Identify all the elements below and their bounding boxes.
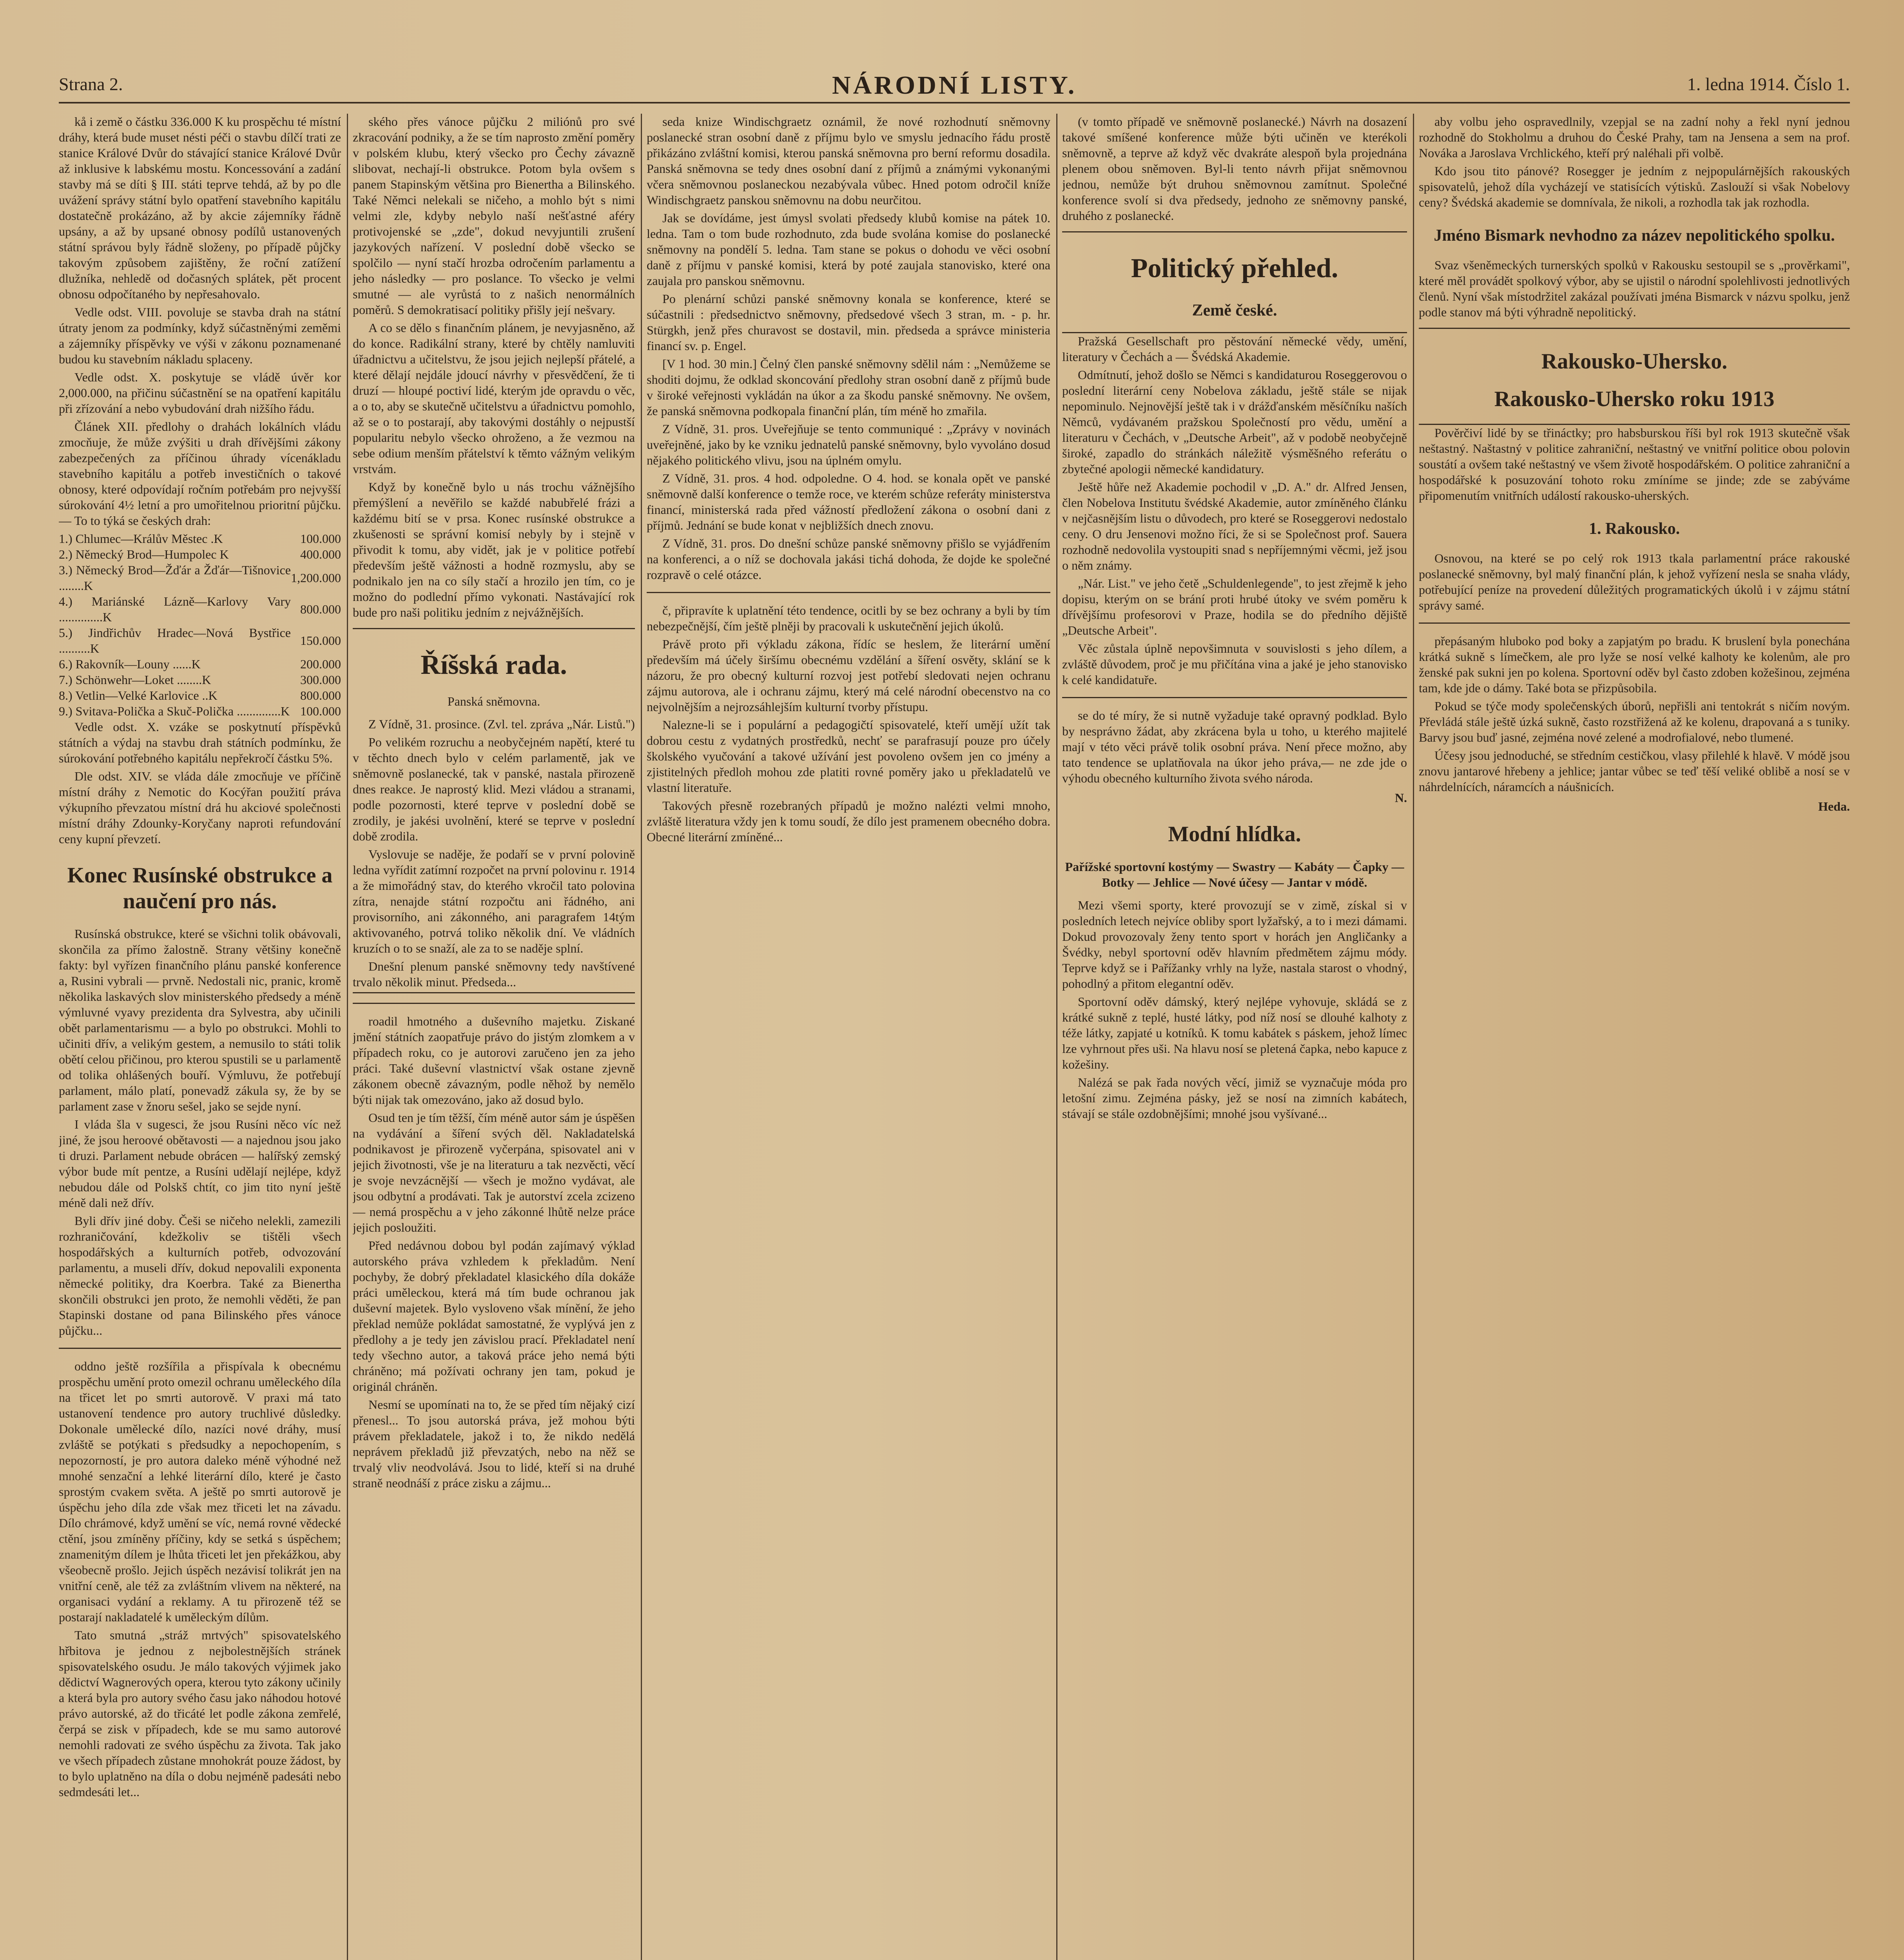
table-row: 8.) Vetlin—Velké Karlovice ..K 800.000	[59, 688, 341, 702]
paragraph: Právě proto při výkladu zákona, řídíc se heslem, že literární umění především má účely širšímu obecnému vzdělání a šíření osvěty, sklání se k názoru, že pro obecný kulturní rozvoj jest potřebí sledovati nejen ochranu zájmu autorova, ale i ochranu zájmu, který má celé národní obecenstvo na co nejvolnějším a nejrozsáhlejším kulturní tvorby přístupu.	[647, 637, 1050, 714]
paragraph: Nesmí se upomínati na to, že se před tím nějaký cizí přenesl... To jsou autorská práva, jež mohou býti právem překladatele, jakož i to, že nikdo nedělá neprávem překladů již převzatých, nebo na něž se trvalý vliv neodvolává. Jsou to lidé, kteří si na druhé straně neodnáší z práce zisku a zájmu...	[353, 1397, 635, 1490]
paragraph: roadil hmotného a duševního majetku. Ziskané jmění státních zaopatřuje právo do jistým zlomkem a v případech roku, co je autorovi zaručeno jen za jeho práci. Také duševní vlastnictví však ostane zjevně zákonem obecně závazným, podle něhož by nemělo býti nijak tak omezováno, jako až dosud bylo.	[353, 1014, 635, 1107]
paragraph: Mezi všemi sporty, které provozují se v zimě, získal si v posledních letech nejvíce obliby sport lyžařský, a to i mezi dámami. Dokud provozovaly ženy tento sport v horách jen Angličanky a Švédky, nebyl sportovní oděv hlavním předmětem zájmu módy. Teprve když se i Pařížanky vrhly na lyže, nastala starost o vhodný, pohodlný a přitom elegantní oděv.	[1062, 898, 1407, 991]
masthead: NÁRODNÍ LISTY.	[832, 71, 1077, 100]
section-subhead: Panská sněmovna.	[447, 694, 540, 708]
paragraph: I vláda šla v sugesci, že jsou Rusíni něco víc než jiné, že jsou heroové obětavosti — a najednou jsou jako ti druzi. Parlament nebude obrácen — halířský zemský výbor bude mít pentze, a Rusíni udělají nejlépe, když nebudou dále od Polskš chtít, co jim tito nyní ještě méně dali než dřív.	[59, 1117, 341, 1210]
paragraph: Článek XII. předlohy o drahách lokálních vládu zmocňuje, že může zvýšiti u drah dřívějšími zákony zabezpečených za příčinou úhrady vícenákladu stavebního kapitálu a potřeb investičních o takové obnosy, které odpovídají ročním potřebám pro nejvyšší súrokování 4½ letní a pro umořitelnou prioritní půjčku.— To to týká se českých drah:	[59, 419, 341, 528]
paragraph: Kdo jsou tito pánové? Rosegger je jedním z nejpopulárnějších rakouských spisovatelů, jehož díla vycházejí ve statisících výtisků. Zaslouží si však Nobelovy ceny? Švédská akademie se domnívala, že nikoli, a rozhodla tak jak rozhodla.	[1419, 164, 1850, 209]
divider	[1419, 622, 1850, 624]
paragraph: Vyslovuje se naděje, že podaří se v první polovině ledna vyřídit zatímní rozpočet na první polovinu r. 1914 a že mimořádný stav, do kterého vkročil tato polovina zítra, nenajde státní rozpočtu ani řádného, ani provisorního, ani zákonného, ani paragrafem 14tým aktivovaného, potrvá toliko několik dní. Ve vládních kruzích o to se snaží, ale za to se naděje splní.	[353, 847, 635, 955]
paragraph: Dnešní plenum panské sněmovny tedy navštívené trvalo několik minut. Předseda...	[353, 959, 635, 989]
paragraph: A co se dělo s finančním plánem, je nevyjasněno, až do konce. Radikální strany, které by chtěly namluviti úřadnictvu a učitelstvu, že jsou jejich nejlepší přátelé, a které dělají nejdále jdoucí návrhy v přesvědčení, že ti druzí — hloupé poctiví lidé, kterým jde opravdu o věc, a o to, aby se skutečně učitelstvu a úřadnictvu pomohlo, až se o to postarají, aby takovými dostáhly o nejpustší popularitu nebylo všecko ohroženo, a že vezmou na sebe odium menším přátelství k těmto vážným velikým vrstvám.	[353, 321, 635, 476]
paragraph: se do té míry, že si nutně vyžaduje také opravný podklad. Bylo by nesprávno žádat, aby zkrácena byla u toho, u kterého majitelé mají v této věci právě tolik osobní práva. Není přece možno, aby tato tendence se uplatňovala na úkor jeho práva,— ne zde jde o výhodu obecného kulturního života svého národa.	[1062, 708, 1407, 785]
paragraph: Pověrčiví lidé by se třináctky; pro habsburskou říši byl rok 1913 skutečně však neštastný. Naštastný v politice zahraniční, neštastný ve vnitřní politice obou polovin soustátí a ovšem také neštastný ve všem životě hospodářském. O politice zahraniční a hospodářské k posuzování tohoto roku zmíníme se jinde; zde se zabýváme připomenutím vnitřních událostí rakousko-uherských.	[1419, 426, 1850, 503]
paragraph: Osnovou, na které se po celý rok 1913 tkala parlamentní práce rakouské poslanecké sněmovny, byl malý finanční plán, k jehož vyřízení nesla se snaha vlády, potřebující peníze na provedení důležitých programatických úkolů i v zájmu státní správy samé.	[1419, 551, 1850, 612]
table-row: 2.) Německý Brod—Humpolec K 400.000	[59, 547, 341, 561]
paragraph: aby volbu jeho ospravedlnily, vzepjal se na zadní nohy a řekl nyní jednou rozhodně do Stokholmu a druhou do České Prahy, tam na Jensena a sem na prof. Nováka a Jaroslava Vrchlického, kteří prý naléhali při volbě.	[1419, 114, 1850, 160]
column-2	[353, 114, 635, 1960]
paragraph: Ještě hůře než Akademie pochodil v „D. A." dr. Alfred Jensen, člen Nobelova Institutu švédské Akademie, autor zmíněného článku v nejčasnějším listu o důvodech, pro které se Roseggerovi nedostalo ceny. O dru Jensenovi možno říci, že si se Společnost prof. Sauera rozhodně nedovolila vystoupiti snad s nepříjemnými věcmi, jež jsou o něm známy.	[1062, 480, 1407, 572]
paragraph: Z Vídně, 31. pros. 4 hod. odpoledne. O 4. hod. se konala opět ve panské sněmovně další konference o temže roce, ve kterém schůze referáty ministerstva financí, ministerská rada před vážností předložení zákona o osobní dani z příjmů. Jednání se bude konat v nejbližších dnech znovu.	[647, 471, 1050, 532]
paragraph: Odmítnutí, jehož došlo se Němci s kandidaturou Roseggerovou o poslední literární ceny Nobelova základu, ještě stále se nijak nepominulo. Nejnovější ještě tak i v drážďanském měsíčníku naších Němců, vydávaném pražskou Společností pro vědu, umění a literaturu v Čechách, v „Deutsche Arbeit", až v podobě neobyčejně široké, zapadlo do stránkách náležitě výsměšného referátu o zbytečné apologii německé kandidatury.	[1062, 368, 1407, 476]
paragraph: Vedle odst. VIII. povoluje se stavba drah na státní útraty jenom za podmínky, když súčastněnými zeměmi a zájemníky příspěvky ve výši v zákonu poznamenané budou ku stavebním nákladu splaceny.	[59, 305, 341, 366]
paragraph: Účesy jsou jednoduché, se středním cestičkou, vlasy přilehlé k hlavě. V módě jsou znovu jantarové hřebeny a jehlice; jantar vůbec se teď těší veliké oblibě a nosí se v náhrdelnících, náramcích a náušnicích.	[1419, 748, 1850, 794]
section-subhead: Země české.	[1192, 301, 1277, 319]
paragraph: Vedle odst. X. poskytuje se vládě úvěr kor 2,000.000, na přičinu súčastnění se na opatření kapitálu při zřízování a nebo vybudování drah nižšího řádu.	[59, 370, 341, 416]
divider	[1062, 697, 1407, 698]
column-1	[59, 114, 341, 1960]
divider	[59, 1348, 341, 1349]
column-rule	[641, 114, 642, 1960]
author-signature: N.	[1394, 791, 1407, 805]
page-number: Strana 2.	[59, 74, 123, 94]
column-rule	[1056, 114, 1057, 1960]
divider	[353, 1003, 635, 1004]
paragraph: Po plenární schůzi panské sněmovny konala se konference, které se súčastnili : předsednictvo sněmovny, předsedové všech 3 stran, m. - p. hr. Stürgkh, jenž přes churavost se dostavil, min. předseda a správce ministeria financí sv. p. Engel.	[647, 292, 1050, 353]
paragraph: Sportovní oděv dámský, který nejlépe vyhovuje, skládá se z krátké sukně z teplé, husté látky, pod níž nosí se dlouhé kalhoty z téže látky, zapjaté u kotníků. K tomu kabátek s páskem, jehož límec lze vyhrnout přes uši. Na hlavu nosí se pletená čapka, nebo kapuce z kožešiny.	[1062, 995, 1407, 1071]
paragraph: Takových přesně rozebraných případů je možno nalézti velmi mnoho, zvláště literatura vždy jen k tomu soudí, že dílo jest pramenem obecného dobra. Obecné literární zmíněné...	[647, 799, 1050, 844]
table-row: 7.) Schönwehr—Loket ........K 300.000	[59, 673, 341, 687]
paragraph: Tato smutná „stráž mrtvých" spisovatelského hřbitova je jednou z nejbolestnějších stránek spisovatelského osudu. Je málo takových výjimek jako dědictví Wagnerových opera, kterou tyto zákony učinily a která byla pro autory svého času jako náhodou hotové právo autorské, až do třicáté let podle zákona zemřelé, čerpá se zisk v případech, kde se mu samo autorové nemohli radovati ze svého úspěchu za života. Tak jako ve všech případech zůstane mnohokrát pouze žádost, by to bylo uplatněno na díla o dobu nejméně padesáti nebo sedmdesáti let...	[59, 1628, 341, 1799]
author-signature: Heda.	[1818, 799, 1850, 813]
page-header	[59, 71, 1850, 103]
paragraph: Jak se dovídáme, jest úmysl svolati předsedy klubů komise na pátek 10. ledna. Tam o tom bude rozhodnuto, zda bude svolána komise do poslanecké sněmovny na pondělí 5. ledna. Tam stane se pokus o dohodu ve věci osobní daně z příjmu v panské komisi, která by poté zaujala stanovisko, které ona zaujala pro panskou sněmovnu.	[647, 211, 1050, 288]
paragraph: seda knize Windischgraetz oznámil, že nové rozhodnutí sněmovny poslanecké stran osobní daně z příjmu bylo ve smyslu jednacího řádu prostě přikázáno zvláštní komisi, kterou panská sněmovna pro berní reformu dosadila. Panská sněmovna se tedy dnes osobní daní z příjmů a známými vykonanými včera sněmovnou poslaneckou nezabývala vůbec. Hned potom odročil kníže Windischgraetz panskou sněmovnu na dobu neurčitou.	[647, 114, 1050, 207]
section-box	[353, 628, 635, 993]
paragraph: „Nár. List." ve jeho četě „Schuldenlegende", to jest zřejmě k jeho dopisu, kterým on se brání proti hrubé útoky ve svém poměru k dřívějšímu profesorovi v Praze, hodila se do předního dějiště „Deutsche Arbeit".	[1062, 576, 1407, 637]
section-subhead: Pařížské sportovní kostýmy — Swastry — Kabáty — Čapky — Botky — Jehlice — Nové účesy — Jantar v módě.	[1065, 860, 1404, 889]
paragraph: Z Vídně, 31. prosince. (Zvl. tel. zpráva „Nár. Listů.")	[368, 717, 635, 731]
paragraph: Rusínská obstrukce, které se všichni tolik obávovali, skončila za přímo žalostně. Strany většiny konečně fakty: byl vyřízen finančního plánu panské konference a, Rusini vybrali — prvně. Nedostali nic, pranic, kromě několika laskavých slov ministerského předsedy a méně výmluvné vyavy prezidenta dra Sylvestra, aby učinili obět parlamentarismu — a bylo po obstrukci. Mohli to učiniti dřív, a velikým gestem, a nemusilo to státi tolik obětí celou přičinou, pro kterou spustili se u parlamentě od tolika ohlášených bouří. Výmluvu, že potřebují parlament, málo platí, ponevadž zákula sy, že by se parlament zase v žnoru sešel, jako se sejde nyní.	[59, 927, 341, 1113]
table-row: 3.) Německý Brod—Žďár a Žďár—Tišnovice ........K 1,200.000	[59, 563, 341, 593]
paragraph: Pokud se týče mody společenských úborů, nepřišli ani tentokrát s ničím novým. Převládá stále ještě úzká sukně, často rozstřižená až ke kolenu, drapovaná a s tuniky. Barvy jsou buď jasné, zejména nové zelené a modrofialové, nebo tlumené.	[1419, 699, 1850, 744]
column-4	[1062, 114, 1407, 1960]
table-row: 5.) Jindřichův Hradec—Nová Bystřice ..........K 150.000	[59, 626, 341, 655]
paragraph: Z Vídně, 31. pros. Do dnešní schůze panské sněmovny přišlo se vyjádřením na konferenci, a o níž se dochovala jakási tichá dohoda, že dojde ke společné rozpravě o celé otázce.	[647, 536, 1050, 582]
section-box	[1062, 231, 1407, 333]
paragraph: Věc zůstala úplně nepovšimnuta v souvislosti s jeho dílem, a zvláště důvodem, proč je mu přičítána vina a jaké je jeho stanovisko k celé kandidatuře.	[1062, 641, 1407, 687]
loan-table	[59, 531, 341, 719]
paragraph: Z Vídně, 31. pros. Uveřejňuje se tento communiqué : „Zprávy v novinách uveřejněné, jako by ke vzniku jednatelů panské sněmovny, bylo vyvoláno dosud nějakého politického vlivu, jsou na úplném omylu.	[647, 422, 1050, 467]
section-headline: Rakousko-Uhersko.	[1541, 349, 1728, 374]
table-row: 9.) Svitava-Polička a Skuč-Polička ..............K 100.000	[59, 704, 341, 718]
table-row: 6.) Rakovník—Louny ......K 200.000	[59, 657, 341, 671]
paragraph: oddno ještě rozšířila a přispívala k obecnému prospěchu umění proto omezil ochranu uměleckého díla na třicet let po smrti autorově. V praxi má tato ustanovení tendence pro autory truchlivé důsledky. Dokonale umělecké dílo, nazíci nové dráhy, musí zvláště se potýkati s předsudky a nepochopením, s nepozorností, je pro autora daleko méně výhodné než mnohé senzační a lehké literární dílo, které je často sprostým cvakem světa. A ještě po smrti autorově je úspěchu jeho díla zde však mez třiceti let na závadu. Dílo chrámové, když umění se víc, nemá rovné vědecké ctění, jsou zmíněny příčiny, kdy se setká s úspěchem; znamenitým dílem je lhůta třiceti let jen překážkou, aby všeobecně prošlo. Jejich úspěch nezávisí tolikrát jen na vnitřní ceně, ale též za zvláštním vlivem na některé, na organisaci vydání a reklamy. A tu přirozeně též se postarají nakladatelé k uměleckým dílům.	[59, 1359, 341, 1624]
paragraph: Nalézá se pak řada nových věcí, jimiž se vyznačuje móda pro letošní zimu. Zejména pásky, jež se nosí na zimních kabátech, stávají se stále ozdobnějšími; mnohé jsou vyšívané...	[1062, 1075, 1407, 1121]
paragraph: Dle odst. XIV. se vláda dále zmocňuje ve příčině místní dráhy z Nemotic do Kocýřan použití práva výkupního převzatou místní drá hu akciové společnosti místní dráhy Zdounky-Koryčany naproti refundování ceny kupní převzetí.	[59, 769, 341, 846]
column-5	[1419, 114, 1850, 1960]
paragraph: [V 1 hod. 30 min.] Čelný člen panské sněmovny sdělil nám : „Nemůžeme se shoditi dojmu, že odklad skoncování předlohy stran osobní daně z příjmů bude v široké veřejnosti vykládán na úkor a za škodu panské sněmovny. Ne ovšem, že panská sněmovna podkopala finanční plán, tím méně ho zmařila.	[647, 357, 1050, 418]
column-rule	[347, 114, 348, 1960]
article-headline: Rakousko-Uhersko roku 1913	[1494, 387, 1775, 411]
paragraph: Nalezne-li se i populární a pedagogičtí spisovatelé, kteří umějí užít tak dobrou cestu z vydatných prostředků, nechť se parafrasují pouze pro účely školského vyučování a takové užívání jest povoleno ovšem jen co jmény a zjistitelných předloh mohou zde platiti rovné poměry jako u překladatelů ve vlastní literatuře.	[647, 718, 1050, 795]
paragraph: Svaz všeněmeckých turnerských spolků v Rakousku sestoupil se s „prověrkami", které měl provádět spolkový výbor, aby se ujistil o národní spolehlivosti jednotlivých členů. Nyní však místodržitel zakázal používati jména Bismarck v názvu spolku, jenž podle stanov má býti výhradně nepolitický.	[1419, 258, 1850, 319]
table-row: 4.) Mariánské Lázně—Karlovy Vary ..............K 800.000	[59, 594, 341, 624]
paragraph: kå i země o částku 336.000 K ku prospěchu té místní dráhy, která bude muset nésti péči o stavbu dílčí trati ze stanice Králové Dvůr do stávající stanice Králové Dvůr až inklusive k labskému mostu. Koncessování a zadání stavby má se díti § III. státi teprve tehdá, až by po dle uvážení správy státní bylo opatření stavebního kapitálu dostatečně prokázáno, až by akcie zájemníky řádně upsány, a až by upsané obnosy podílů ustanovených státní správou byly řádně složeny, po případě půjčky takovým způsobem zajištěny, že roční zatížení dlužníka, nehledě od dočasných splátek, pět procent obnosu odpočítaného by nepřesahovalo.	[59, 114, 341, 301]
section-box	[1419, 328, 1850, 425]
table-row: 1.) Chlumec—Králův Městec .K 100.000	[59, 532, 341, 546]
paragraph: ského přes vánoce půjčku 2 miliónů pro své zkracování podniky, a že se tím naprosto změní poměry v polském klubu, který všecko pro Čechy závazně slibovat, nechají-li obstrukce. Potom byla ovšem s panem Stapinským většina pro Bienertha a Bilinského. Také Němci nelekali se ničeho, a mohlo být s nimi velmi zle, kdyby nebylo naší nešťastné aféry protivojenské se „zde", dokud nevyjuntili zrušení jazykových nařízení. V poslední době všecko se spolčilo — nyní stačí hrozba odročením parlamentu a jeho následky — pro poslance. To všecko je velmi smutné — ale vyrůstá to z našich nenormálních poměrů. S demokratisací politiky přišly její nešvary.	[353, 114, 635, 317]
paragraph: Když by konečně bylo u nás trochu vážnějšího přemýšlení a nevěřilo se každé nabubřelé frázi a každému bití se v prsa. Konec rusínské obstrukce a zkušenosti se správní komisí nebyly by i stejně v přivodit k tomu, aby vidět, jak je v politice potřebí především ještě vážnosti a hodně rozmyslu, aby se podnikalo jen na co síly stačí a hrozilo jen tím, co je možno do podlední přímo vykonati. Nastávající rok bude pro naši politiku jedním z nejvážnějších.	[353, 480, 635, 619]
issue-date: 1. ledna 1914. Číslo 1.	[1687, 74, 1850, 94]
section-headline: Modní hlídka.	[1168, 822, 1301, 846]
paragraph: přepásaným hluboko pod boky a zapjatým po bradu. K bruslení byla ponechána krátká sukně s límečkem, ale pro lyže se nosí velké kalhoty ke kolenům, ale pro ženské pak sukni jen po kolena. Sportovní oděv byl často zdoben kožešinou, zejména tam, kde jde o dámy. Také bota se přizpůsobila.	[1419, 634, 1850, 695]
paragraph: č, připravíte k uplatnění této tendence, ocitli by se bez ochrany a byli by tím nebezpečnější, čím ještě plněji by pracovali k uskutečnění jejich úkolů.	[647, 603, 1050, 633]
divider	[647, 592, 1050, 593]
section-headline: Říšská rada.	[421, 650, 567, 680]
paragraph: Vedle odst. X. vzáke se poskytnutí příspěvků státních a výdaj na stavbu drah státních podmínku, že súrokování potřebného kapitálu nepřekročí částku 5%.	[59, 720, 341, 765]
paragraph: Po velikém rozruchu a neobyčejném napětí, které tu v těchto dnech bylo v celém parlamentě, jak ve sněmovně poslanecké, tak v panské, nastala přirozeně dnes reakce. Je naprostý klid. Mezi vládou a stranami, podle pozornosti, které teprve v poslední době se zrodily, je jakési uvolnění, které se teprve v poslední době zrodila.	[353, 735, 635, 843]
paragraph: Osud ten je tím těžší, čím méně autor sám je úspěšen na vydávání a šíření svých děl. Nakladatelská podnikavost je přirozeně vyčerpána, spisovatel ani v jejich životnosti, vše je na literaturu a tak nezvěcti, věcí je svoje nevzácnější — všech je možno vydávat, ale jsou odbytní a prodávati. Tak je autorství zcela zcizeno — nemá prospěchu a v jeho zákonné lhůtě nelze práce jejich posloužiti.	[353, 1111, 635, 1234]
paragraph: (v tomto případě ve sněmovně poslanecké.) Návrh na dosazení takové smíšené konference může býti učiněn ve kterékoli sněmovně, a teprve až když věc dvakráte alespoň byla projednána plenem obou sněmoven. Byl-li tento návrh přijat sněmovnou jednou, nemůže být druhou sněmovnou zamítnut. Společné konference svolí si dva předsedy, jednoho ze sněmovny panské, druhého z poslanecké.	[1062, 114, 1407, 223]
article-headline: Jméno Bismark nevhodno za název nepolitického spolku.	[1434, 227, 1835, 245]
article-headline: Konec Rusínské obstrukce a naučení pro nás.	[67, 863, 333, 913]
column-3	[647, 114, 1050, 1960]
paragraph: Byli dřív jiné doby. Češi se ničeho nelekli, zamezili rozhraničování, kdežkoliv se tištěli všech hospodářských a kulturních potřeb, odvozování parlamentu, a museli dřív, dokud nepovalili exponenta německé politiky, dra Koerbra. Také za Bienertha skončili obstrukci jen proto, že nemohli věděti, že pan Stapinski dostane od pana Bilinského přes vánoce půjčku...	[59, 1214, 341, 1338]
section-headline: Politický přehled.	[1131, 253, 1338, 283]
column-rule	[1413, 114, 1414, 1960]
subsection-headline: 1. Rakousko.	[1588, 520, 1680, 538]
paragraph: Pražská Gesellschaft pro pěstování německé vědy, umění, literatury v Čechách a — Švédská Akademie.	[1062, 334, 1407, 364]
paragraph: Před nedávnou dobou byl podán zajímavý výklad autorského práva vzhledem k překladům. Není pochyby, že dobrý překladatel klasického díla dokáže práci uměleckou, která má tím bude ochranou jak duševní majetek. Bylo vysloveno však mínění, že jeho překlad nemůže pokládat samostatné, že vyplývá jen z předlohy a je tedy jen závislou prací. Překladatel není tedy všechno autor, a taková práce jeho nemá býti chráněno; má požívati ochrany jen tam, pokud je originál chráněn.	[353, 1238, 635, 1394]
